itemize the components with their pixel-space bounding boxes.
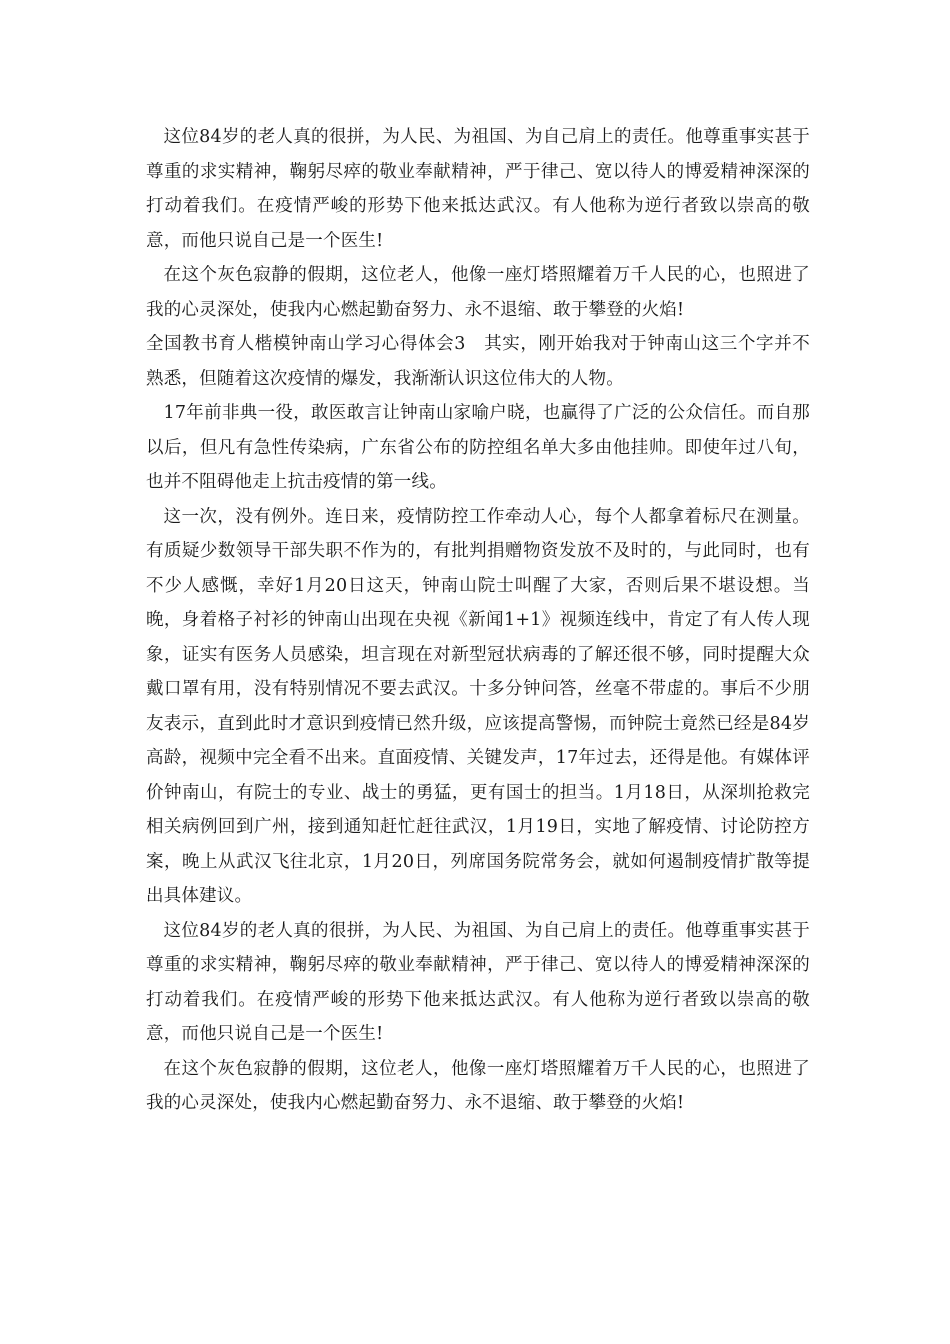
paragraph-3: 全国教书育人楷模钟南山学习心得体会3 其实，刚开始我对于钟南山这三个字并不熟悉，但随着这次疫情的爆发，我渐渐认识这位伟大的人物。 xyxy=(146,334,810,389)
paragraph-1: 这位84岁的老人真的很拼，为人民、为祖国、为自己肩上的责任。他尊重事实甚于尊重的求实精神，鞠躬尽瘁的敬业奉献精神，严于律己、宽以待人的博爱精神深深的打动着我们。在疫情严峻的形势下他来抵达武汉。有人他称为逆行者致以崇高的敬意，而他只说自己是一个医生! xyxy=(146,127,810,251)
document-body xyxy=(146,120,810,1121)
paragraph-4: 17年前非典一役，敢医敢言让钟南山家喻户晓，也赢得了广泛的公众信任。而自那以后，但凡有急性传染病，广东省公布的防控组名单大多由他挂帅。即使年过八旬，也并不阻碍他走上抗击疫情的第一线。 xyxy=(146,403,810,492)
paragraph-7: 在这个灰色寂静的假期，这位老人，他像一座灯塔照耀着万千人民的心，也照进了我的心灵深处，使我内心燃起勤奋努力、永不退缩、敢于攀登的火焰! xyxy=(146,1058,810,1113)
paragraph-5: 这一次，没有例外。连日来，疫情防控工作牵动人心，每个人都拿着标尺在测量。有质疑少数领导干部失职不作为的，有批判捐赠物资发放不及时的，与此同时，也有不少人感慨，幸好1月20日这天，钟南山院士叫醒了大家，否则后果不堪设想。当晚，身着格子衬衫的钟南山出现在央视《新闻1+1》视频连线中，肯定了有人传人现象，证实有医务人员感染，坦言现在对新型冠状病毒的了解还很不够，同时提醒大众戴口罩有用，没有特别情况不要去武汉。十多分钟问答，丝毫不带虚的。事后不少朋友表示，直到此时才意识到疫情已然升级，应该提高警惕，而钟院士竟然已经是84岁高龄，视频中完全看不出来。直面疫情、关键发声，17年过去，还得是他。有媒体评价钟南山，有院士的专业、战士的勇猛，更有国士的担当。1月18日，从深圳抢救完相关病例回到广州，接到通知赶忙赶往武汉，1月19日，实地了解疫情、讨论防控方案，晚上从武汉飞往北京，1月20日，列席国务院常务会，就如何遏制疫情扩散等提出具体建议。 xyxy=(146,506,810,906)
paragraph-2: 在这个灰色寂静的假期，这位老人，他像一座灯塔照耀着万千人民的心，也照进了我的心灵深处，使我内心燃起勤奋努力、永不退缩、敢于攀登的火焰! xyxy=(146,265,810,320)
paragraph-6: 这位84岁的老人真的很拼，为人民、为祖国、为自己肩上的责任。他尊重事实甚于尊重的求实精神，鞠躬尽瘁的敬业奉献精神，严于律己、宽以待人的博爱精神深深的打动着我们。在疫情严峻的形势下他来抵达武汉。有人他称为逆行者致以崇高的敬意，而他只说自己是一个医生! xyxy=(146,920,810,1044)
